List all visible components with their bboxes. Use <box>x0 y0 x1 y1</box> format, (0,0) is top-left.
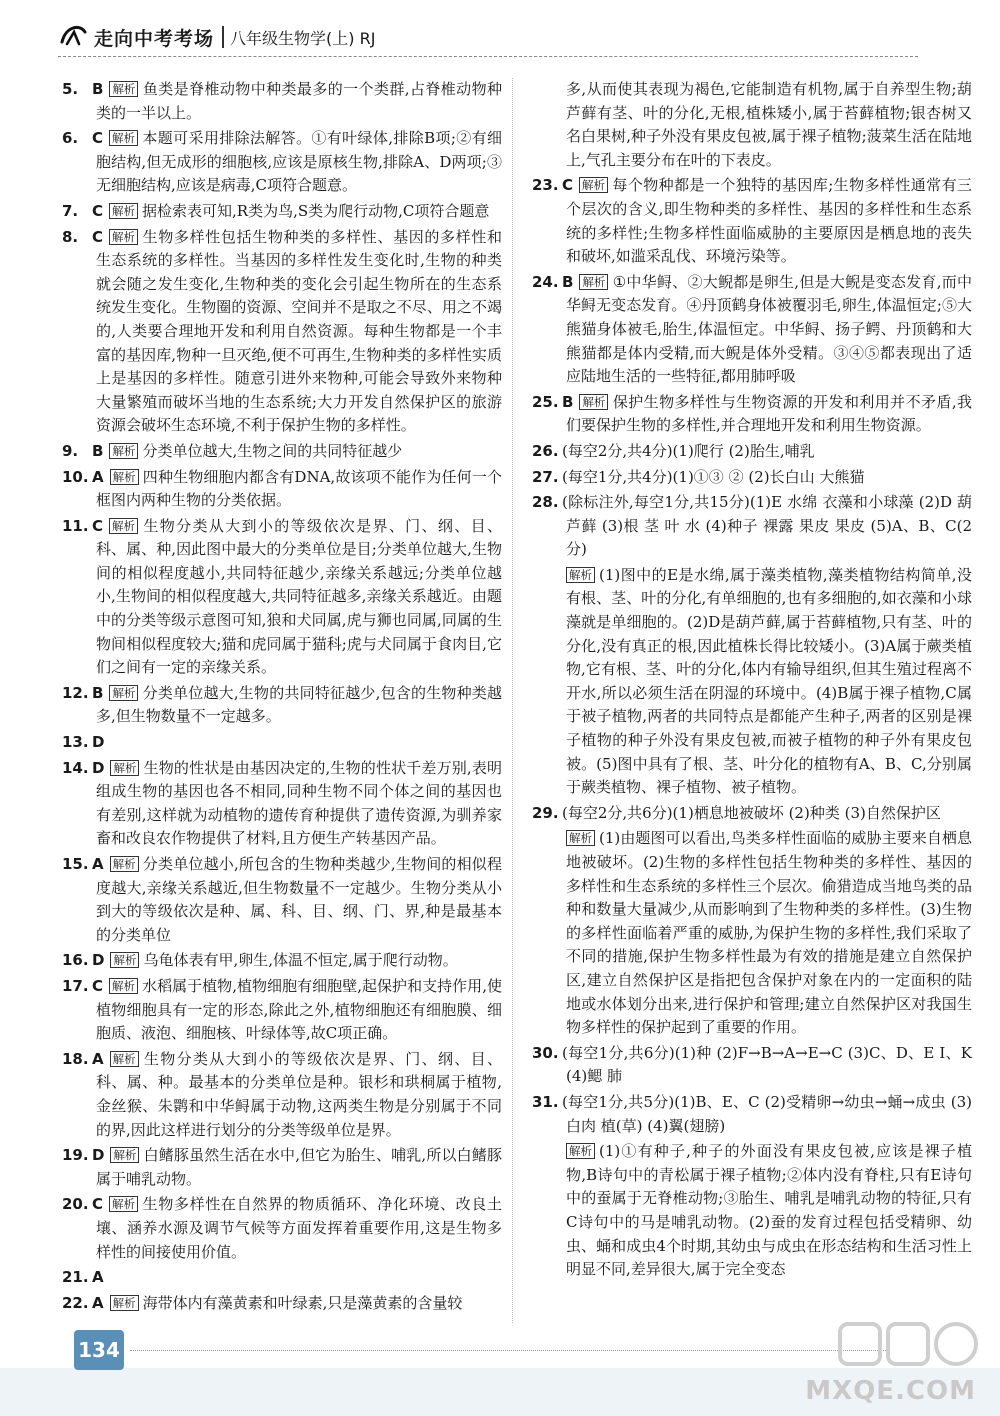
question-number: 13. <box>62 733 89 752</box>
question-number: 30. <box>532 1043 559 1062</box>
answer-text: (1)①有种子,种子的外面没有果皮包被,应该是裸子植物,B诗句中的青松属于裸子植物;②体内没有脊柱,只有E诗句中的蚕属于无脊椎动物;③胎生、哺乳是哺乳动物的特征,只有C诗句中的马是哺乳动物。(2)蚕的发育过程包括受精卵、幼虫、蛹和成虫4个时期,其幼虫与成虫在形态结构和生活习性上明显不同,差异很大,属于完全变态 <box>566 1142 972 1279</box>
watermark-text: MXQE.COM <box>805 1376 976 1406</box>
analysis-tag: 解析 <box>579 394 608 410</box>
answer-item <box>532 802 972 826</box>
answer-choice: C <box>92 976 104 995</box>
answer-choice: A <box>92 1268 104 1287</box>
answer-text: 据检索表可知,R类为鸟,S类为爬行动物,C项符合题意 <box>142 201 490 220</box>
analysis-tag: 解析 <box>109 685 138 701</box>
header-divider <box>222 26 224 48</box>
page-number: 134 <box>74 1330 124 1370</box>
answer-text: ①中华鲟、②大鲵都是卵生,但是大鲵是变态发育,而中华鲟无变态发育。④丹顶鹤身体被覆羽毛,卵生,体温恒定;⑤大熊猫身体被毛,胎生,体温恒定。中华鲟、扬子鳄、丹顶鹤和大熊猫都是体内受精,而大鲵是体外受精。③④⑤都表现出了适应陆地生活的一些特征,都用肺呼吸 <box>566 272 972 386</box>
answer-item <box>62 1144 502 1191</box>
answer-text: 生物的性状是由基因决定的,生物的性状千差万别,表明组成生物的基因也各不相同,同种生物不同个体之间的基因也有差别,这样就为动植物的遗传育种提供了遗传资源,为驯养家畜和改良农作物提供了材料,且方便生产转基因产品。 <box>96 758 502 848</box>
answer-choice: C <box>92 129 104 148</box>
answer-choice: D <box>92 733 105 752</box>
answer-text: 生物多样性包括生物种类的多样性、基因的多样性和生态系统的多样性。当基因的多样性发生变化时,生物的种类就会随之发生变化,生物种类的变化会引起生物所在的生态系统发生变化。生物圈的资源、空间并不是取之不尽、用之不竭的,人类要合理地开发和利用自然资源。每种生物都是一个丰富的基因库,物种一旦灭绝,便不可再生,生物种类的多样性实质上是基因的多样性。随意引进外来物种,可能会导致外来物种大量繁殖而破坏当地的生态系统;大力开发自然保护区的旅游资源会破坏生态环境,不利于保护生物的多样性。 <box>96 227 502 435</box>
answer-choice: C <box>92 201 104 220</box>
answer-item <box>62 127 502 198</box>
answer-choice: D <box>92 1146 105 1165</box>
question-number: 12. <box>62 683 89 702</box>
analysis-tag: 解析 <box>110 1295 139 1311</box>
answer-text: 水稻属于植物,植物细胞有细胞壁,起保护和支持作用,使植物细胞具有一定的形态,除此之外,植物细胞还有细胞膜、细胞质、液泡、细胞核、叶绿体等,故C项正确。 <box>96 976 502 1043</box>
question-number: 21. <box>62 1268 89 1287</box>
answer-item <box>62 515 502 680</box>
question-number: 31. <box>532 1092 559 1111</box>
answer-item <box>62 1292 502 1316</box>
answer-text: (每空1分,共4分)(1)①③ ② (2)长白山 大熊猫 <box>562 467 865 486</box>
header-rule <box>58 56 918 57</box>
question-number: 8. <box>62 227 79 246</box>
question-number: 29. <box>532 803 559 822</box>
analysis-tag: 解析 <box>579 177 608 193</box>
answer-item <box>532 827 972 1039</box>
question-number: 18. <box>62 1049 89 1068</box>
answer-choice: C <box>92 516 104 535</box>
answer-choice: C <box>562 176 574 195</box>
question-number: 24. <box>532 272 559 291</box>
question-number: 19. <box>62 1146 89 1165</box>
answer-item <box>62 440 502 464</box>
question-number: 6. <box>62 129 79 148</box>
question-number: 7. <box>62 201 79 220</box>
answer-item <box>62 466 502 513</box>
answer-text: 分类单位越大,生物的共同特征越少,包含的生物种类越多,但生物数量不一定越多。 <box>96 683 502 726</box>
answer-text: 生物分类从大到小的等级依次是界、门、纲、目、科、属、种,因此图中最大的分类单位是目;分类单位越大,生物间的相似程度越小,共同特征越少,亲缘关系越远;分类单位越小,生物间的相似程度越大,共同特征越多,亲缘关系越近。由题中的分类等级示意图可知,狼和犬同属,虎与狮也同属,同属的生物间相似程度较大;猫和虎同属于猫科;虎与犬同属于食肉目,它们之间有一定的亲缘关系。 <box>96 516 502 677</box>
answer-choice: A <box>92 1049 104 1068</box>
answer-item <box>532 174 972 268</box>
answer-item <box>532 491 972 562</box>
answer-item <box>62 226 502 438</box>
answer-text: (每空1分,共6分)(1)种 (2)F→B→A→E→C (3)C、D、E I、K (4)鳃 肺 <box>562 1043 972 1086</box>
analysis-tag: 解析 <box>109 443 138 459</box>
answer-text: 白鳍豚虽然生活在水中,但它为胎生、哺乳,所以白鳍豚属于哺乳动物。 <box>96 1146 502 1188</box>
answer-text: (每空2分,共6分)(1)栖息地被破坏 (2)种类 (3)自然保护区 <box>562 803 941 822</box>
answer-choice: A <box>92 1293 104 1312</box>
answer-choice: D <box>92 951 105 970</box>
answer-item <box>532 78 972 172</box>
question-number: 25. <box>532 392 559 411</box>
logo-icon <box>58 20 88 50</box>
answer-text: 多,从而使其表现为褐色,它能制造有机物,属于自养型生物;葫芦藓有茎、叶的分化,无根,植株矮小,属于苔藓植物;银杏树又名白果树,种子外没有果皮包被,属于裸子植物;菠菜生活在陆地上,气孔主要分布在叶的下表皮。 <box>566 80 972 169</box>
answer-text: 海带体内有藻黄素和叶绿素,只是藻黄素的含量较 <box>142 1293 463 1312</box>
answer-choice: A <box>92 855 104 873</box>
answer-text: 生物分类从大到小的等级依次是界、门、纲、目、科、属、种。最基本的分类单位是种。银杉和珙桐属于植物,金丝猴、朱鹮和中华鲟属于动物,这两类生物是分别属于不同的界,因此这样进行划分的分类等级单位是界。 <box>96 1049 502 1139</box>
analysis-tag: 解析 <box>109 203 138 219</box>
analysis-tag: 解析 <box>579 274 608 290</box>
question-number: 27. <box>532 467 559 486</box>
analysis-tag: 解析 <box>109 978 138 994</box>
analysis-tag: 解析 <box>109 81 138 97</box>
answer-choice: C <box>92 1195 104 1214</box>
analysis-tag: 解析 <box>110 1147 139 1163</box>
analysis-tag: 解析 <box>109 1196 138 1212</box>
answer-item <box>532 1091 972 1138</box>
answer-item <box>532 440 972 464</box>
page-header <box>58 18 958 72</box>
column-divider <box>512 78 513 1323</box>
answer-item <box>532 271 972 389</box>
analysis-tag: 解析 <box>110 469 139 485</box>
answer-text: 生物多样性在自然界的物质循环、净化环境、改良土壤、涵养水源及调节气候等方面发挥着重要作用,这是生物多样性的间接使用价值。 <box>96 1195 502 1261</box>
analysis-tag: 解析 <box>566 1143 595 1159</box>
question-number: 17. <box>62 976 89 995</box>
answer-text: 乌龟体表有甲,卵生,体温不恒定,属于爬行动物。 <box>143 951 458 970</box>
footer-rule <box>130 1350 890 1351</box>
answer-choice: D <box>92 758 105 777</box>
analysis-tag: 解析 <box>110 856 139 872</box>
answer-choice: B <box>92 683 104 702</box>
question-number: 15. <box>62 855 89 873</box>
answer-text: (1)图中的E是水绵,属于藻类植物,藻类植物结构简单,没有根、茎、叶的分化,有单细胞的,也有多细胞的,如衣藻和小球藻就是单细胞的。(2)D是葫芦藓,属于苔藓植物,只有茎、叶的分化,没有真正的根,因此植株长得比较矮小。(3)A属于蕨类植物,它有根、茎、叶的分化,体内有输导组织,但其生殖过程离不开水,所以必须生活在阴湿的环境中。(4)B属于裸子植物,C属于被子植物,两者的共同特点是都能产生种子,两者的区别是裸子植物的种子外没有果皮包被,而被子植物的种子外有果皮包被。(5)图中具有了根、茎、叶分化的植物有A、B、C,分别属于蕨类植物、裸子植物、被子植物。 <box>566 565 972 797</box>
answer-choice: B <box>562 392 574 411</box>
answer-item <box>62 200 502 224</box>
answer-item <box>62 1048 502 1142</box>
question-number: 16. <box>62 951 89 970</box>
analysis-tag: 解析 <box>566 567 595 583</box>
answer-text: 分类单位越小,所包含的生物种类越少,生物间的相似程度越大,亲缘关系越近,但生物数量不一定越少。生物分类从小到大的等级依次是种、属、科、目、纲、门、界,种是最基本的分类单位 <box>96 855 502 944</box>
answer-text: (每空2分,共4分)(1)爬行 (2)胎生,哺乳 <box>562 441 815 460</box>
analysis-tag: 解析 <box>110 760 139 776</box>
answer-text: 四种生物细胞内都含有DNA,故该项不能作为任何一个框图内两种生物的分类依据。 <box>96 467 502 510</box>
answer-choice: B <box>92 80 104 98</box>
answer-item <box>62 949 502 973</box>
brand-title: 走向中考考场 <box>94 28 215 50</box>
answer-choice: C <box>92 227 104 246</box>
answer-text: (每空1分,共5分)(1)B、E、C (2)受精卵→幼虫→蛹→成虫 (3)白肉 植(草) (4)翼(翅膀) <box>562 1092 972 1135</box>
answer-item <box>62 731 502 755</box>
answer-choice: B <box>562 272 574 291</box>
question-number: 20. <box>62 1195 89 1214</box>
question-number: 5. <box>62 80 79 98</box>
question-number: 22. <box>62 1293 89 1312</box>
analysis-tag: 解析 <box>566 830 595 846</box>
answer-item <box>62 757 502 851</box>
analysis-tag: 解析 <box>109 518 138 534</box>
question-number: 9. <box>62 441 79 460</box>
answer-text: (除标注外,每空1分,共15分)(1)E 水绵 衣藻和小球藻 (2)D 葫芦藓 (3)根 茎 叶 水 (4)种子 裸露 果皮 果皮 (5)A、B、C(2分) <box>562 493 972 559</box>
answer-text: 保护生物多样性与生物资源的开发和利用并不矛盾,我们要保护生物的多样性,并合理地开发和利用生物资源。 <box>566 392 972 435</box>
answer-item <box>532 1042 972 1089</box>
answer-item <box>532 564 972 800</box>
answer-text: 每个物种都是一个独特的基因库;生物多样性通常有三个层次的含义,即生物种类的多样性、基因的多样性和生态系统的多样性;生物多样性面临威胁的主要原因是栖息地的丧失和破坏,如滥采乱伐、环境污染等。 <box>566 176 972 266</box>
answer-item <box>62 1193 502 1264</box>
analysis-tag: 解析 <box>109 229 138 245</box>
right-column <box>532 78 972 1284</box>
answer-item <box>62 682 502 729</box>
question-number: 11. <box>62 516 89 535</box>
answer-item <box>62 1266 502 1290</box>
answer-item <box>532 1140 972 1282</box>
question-number: 28. <box>532 493 559 512</box>
answer-item <box>62 975 502 1046</box>
answer-text: 鱼类是脊椎动物中种类最多的一个类群,占脊椎动物种类的一半以上。 <box>96 80 502 122</box>
answer-text: 分类单位越大,生物之间的共同特征越少 <box>142 441 403 460</box>
question-number: 23. <box>532 176 559 195</box>
answer-item <box>532 466 972 490</box>
answer-text: (1)由题图可以看出,鸟类多样性面临的威胁主要来自栖息地被破坏。(2)生物的多样性包括生物种类的多样性、基因的多样性和生态系统的多样性三个层次。偷猎造成当地鸟类的品种和数量大量减少,从而影响到了生物种类的多样性。(3)生物的多样性面临着严重的威胁,为保护生物的多样性,我们采取了不同的措施,保护生物多样性最为有效的措施是建立自然保护区,建立自然保护区是指把包含保护对象在内的一定面积的陆地或水体划分出来,进行保护和管理;建立自然保护区对我国生物多样性的保护起到了重要的作用。 <box>566 829 972 1037</box>
answer-choice: B <box>92 441 104 460</box>
answer-choice: A <box>92 467 104 486</box>
answer-item <box>62 78 502 125</box>
answer-item <box>62 853 502 947</box>
left-column <box>62 78 502 1317</box>
answer-text: 本题可采用排除法解答。①有叶绿体,排除B项;②有细胞结构,但无成形的细胞核,应该是原核生物,排除A、D两项;③无细胞结构,应该是病毒,C项符合题意。 <box>96 129 502 195</box>
answer-item <box>532 391 972 438</box>
analysis-tag: 解析 <box>109 130 138 146</box>
question-number: 26. <box>532 441 559 460</box>
book-subtitle: 八年级生物学(上) RJ <box>230 29 376 48</box>
analysis-tag: 解析 <box>110 952 139 968</box>
question-number: 10. <box>62 467 89 486</box>
question-number: 14. <box>62 758 89 777</box>
analysis-tag: 解析 <box>110 1051 139 1067</box>
